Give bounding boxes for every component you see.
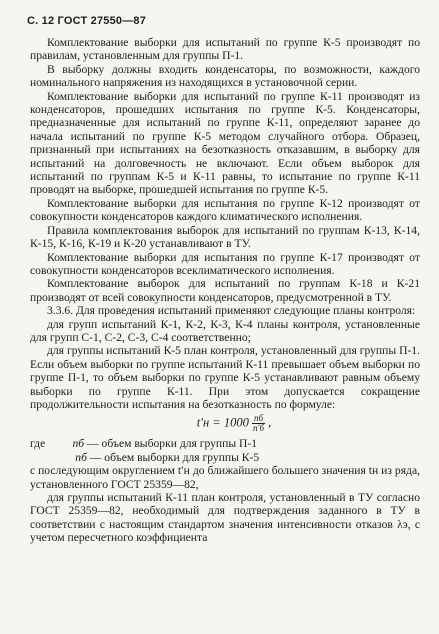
paragraph: Правила комплектования выборок для испытаний по группам К-13, К-14, К-15, К-16, К-19 и К-20 устанавливают в ТУ. xyxy=(30,223,420,251)
definition-symbol: nб xyxy=(72,437,85,451)
document-body xyxy=(30,36,420,545)
paragraph: для групп испытаний К-1, К-2, К-3, К-4 планы контроля, установленные для групп С-1, С-2, С-3, С-4 соответственно; xyxy=(30,317,420,344)
paragraph: В выборку должны входить конденсаторы, по возможности, каждого номинального напряжения из находящихся в установочной серии. xyxy=(30,62,420,90)
paragraph: с последующим округлением t′н до ближайшего большего значения tн из ряда, установленного ГОСТ 25359—82, xyxy=(30,464,420,491)
paragraph: Комплектование выборки для испытания по группе К-12 производят от совокупности конденсаторов каждого климатического исполнения. xyxy=(30,196,420,224)
formula-fraction xyxy=(252,414,265,433)
formula-tail: , xyxy=(268,415,272,430)
definition-prefix: где xyxy=(30,437,46,451)
paragraph: для группы испытаний К-11 план контроля, установленный в ТУ согласно ГОСТ 25359—82, необходимый для подтверждения заданного в ТУ в соответствии с настоящим стандартом значения интенсивности отказов λэ, с учетом пересчетного коэффициента xyxy=(30,491,420,545)
paragraph: 3.3.6. Для проведения испытаний применяют следующие планы контроля: xyxy=(47,304,416,318)
definition-line xyxy=(30,451,420,464)
paragraph: Комплектование выборки для испытаний по группе К-11 производят из конденсаторов, прошедших испытания по группе К-5. Конденсаторы, предназначенные для испытаний по группе К-11, определяют заранее до начала испытаний по группе К-5 методом случайного отбора. Образец, признанный при испытаниях на безотказность отказавшим, в выборку для испытаний на долговечность не включают. Если объем выборок для испытаний по группам К-5 и К-11 равны, то испытание по группе К-11 проводят на выборке, прошедшей испытания по группе К-5. xyxy=(30,89,420,197)
definition-symbol: nб xyxy=(75,450,87,464)
page-header: С. 12 ГОСТ 27550—87 xyxy=(27,15,147,27)
formula-denominator: n′б xyxy=(252,423,264,434)
definition-text: — объем выборки для группы П-1 xyxy=(87,437,258,451)
paragraph: для группы испытаний К-5 план контроля, установленный для группы П-1. Если объем выборки по группе испытаний К-11 превышает объем выборки по группе П-1, то объем выборки по группе К-5 устанавливают равным объему выборки по группе К-11. При этом допускается сокращение продолжительности испытания на безотказность по формуле: xyxy=(30,344,420,411)
formula-lhs: t′н = 1000 xyxy=(196,415,249,430)
paragraph: Комплектование выборки для испытания по группе К-17 производят от совокупности конденсаторов всеклиматического исполнения. xyxy=(30,250,420,277)
definition-line xyxy=(30,437,420,450)
formula xyxy=(48,414,420,433)
paragraph: Комплектование выборки для испытаний по группе К-5 производят по правилам, установленным для группы П-1. xyxy=(30,36,420,63)
paragraph: Комплектование выборок для испытаний по группам К-18 и К-21 производят от всей совокупности конденсаторов, предусмотренной в ТУ. xyxy=(30,277,420,304)
definition-text: — объем выборки для группы К-5 xyxy=(89,450,260,464)
formula-numerator: nб xyxy=(253,413,263,424)
